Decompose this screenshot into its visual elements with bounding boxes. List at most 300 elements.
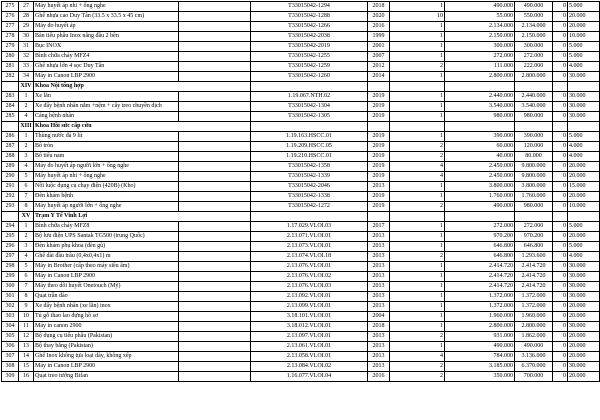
cell-fee: 20.000 [568,342,600,352]
cell-year: 2019 [368,102,390,112]
cell-unit-price: 2.800.000 [445,322,515,332]
cell-unit-price [445,82,515,92]
cell-fee: 5.000 [568,132,600,142]
cell-quantity: 1 [390,232,445,242]
cell-item-name: Bục INOX [34,42,179,52]
cell-item-number: 8 [19,202,34,212]
cell-row-number: 302 [2,302,19,312]
cell-item-number: 4 [19,112,34,122]
cell-remaining-value: 0 [553,362,568,372]
cell-asset-code: 3.18.101.VLOI.01 [251,312,368,322]
cell-remaining-value: 0 [553,342,568,352]
cell-item-name: Ghế dài đầu trâu (0,4x0,4x1) m [34,252,179,262]
cell-asset-code [251,82,368,92]
section-row [2,122,600,132]
table-row [2,132,600,142]
asset-table [1,1,600,382]
cell-item-name: Ghế Inox không tựa loại dày, không xếp [34,352,179,362]
cell-asset-code: T33015042-1266 [251,22,368,32]
cell-asset-code: 1.16.077.VLOI.04 [251,372,368,382]
cell-fee: 20.000 [568,372,600,382]
cell-unit-price: 1.960.000 [445,312,515,322]
cell-remaining-value: 0 [553,262,568,272]
cell-fee: 30.000 [568,112,600,122]
cell-year: 2013 [368,252,390,262]
cell-quantity: 1 [390,32,445,42]
cell-quantity: 1 [390,132,445,142]
cell-remaining-value: 0 [553,42,568,52]
cell-fee: 20.000 [568,302,600,312]
cell-total-value: 120.000 [515,142,553,152]
cell-asset-code: 2.13.097.VLOI.01 [251,332,368,342]
cell-unit-price: 490.000 [445,342,515,352]
cell-asset-code: T33015042-1272 [251,202,368,212]
table-row [2,52,600,62]
cell-quantity: 2 [390,152,445,162]
cell-fee: 4.000 [568,142,600,152]
cell-unit-price: 272.000 [445,52,515,62]
cell-total-value: 980.000 [515,202,553,212]
cell-year: 2013 [368,282,390,292]
cell-row-number: 279 [2,42,19,52]
cell-item-number: 8 [19,292,34,302]
cell-quantity: 1 [390,282,445,292]
cell-fee: 20.000 [568,162,600,172]
cell-asset-code: T33015042-1339 [251,172,368,182]
cell-total-value: 1.372.000 [515,292,553,302]
table-row [2,352,600,362]
cell-fee: 30.000 [568,362,600,372]
cell-item-name: Thùng nước đá 9 lít [34,132,179,142]
cell-remaining-value: 0 [553,322,568,332]
cell-unit-price [445,122,515,132]
cell-fee: 4.000 [568,252,600,262]
cell-year: 2013 [368,262,390,272]
cell-item-name: Đèn khám phụ khoa (đèn gù) [34,242,179,252]
cell-item-spec [179,22,251,32]
cell-row-number: 293 [2,202,19,212]
cell-item-spec [179,322,251,332]
cell-quantity [390,122,445,132]
cell-total-value: 300.000 [515,42,553,52]
table-row [2,92,600,102]
cell-total-value [515,82,553,92]
cell-fee: 30.000 [568,262,600,272]
cell-quantity: 1 [390,112,445,122]
table-row [2,62,600,72]
cell-item-number: 27 [19,2,34,12]
cell-year: 2019 [368,112,390,122]
cell-row-number: 305 [2,332,19,342]
cell-asset-code: 2.13.092.VLOI.01 [251,292,368,302]
cell-row-number: 287 [2,142,19,152]
cell-total-value: 970.200 [515,232,553,242]
cell-asset-code [251,122,368,132]
cell-row-number: 289 [2,162,19,172]
cell-item-number: XIII [19,122,34,132]
cell-fee: 20.000 [568,232,600,242]
cell-quantity: 1 [390,262,445,272]
table-row [2,112,600,122]
table-row [2,272,600,282]
cell-remaining-value: 0 [553,62,568,72]
cell-unit-price: 390.000 [445,132,515,142]
cell-remaining-value: 0 [553,292,568,302]
cell-total-value: 490.000 [515,2,553,12]
cell-year: 2019 [368,132,390,142]
cell-total-value [515,122,553,132]
cell-item-number: 6 [19,182,34,192]
cell-unit-price: 490.000 [445,202,515,212]
cell-year [368,122,390,132]
table-row [2,182,600,192]
cell-row-number: 307 [2,352,19,362]
cell-remaining-value: 0 [553,352,568,362]
cell-fee: 20.000 [568,192,600,202]
cell-year: 2013 [368,352,390,362]
cell-year: 2007 [368,52,390,62]
cell-fee: 30.000 [568,292,600,302]
cell-total-value: 9.800.000 [515,172,553,182]
table-row [2,342,600,352]
cell-fee: 30.000 [568,102,600,112]
cell-row-number: 300 [2,282,19,292]
cell-quantity: 10 [390,12,445,22]
cell-item-name: Máy in Canon LBP 2900 [34,72,179,82]
cell-item-number: XIV [19,82,34,92]
cell-item-number: 31 [19,42,34,52]
cell-item-number: 14 [19,352,34,362]
cell-fee: 30.000 [568,272,600,282]
cell-fee: 5.000 [568,42,600,52]
cell-total-value: 2.414.720 [515,282,553,292]
cell-row-number: 296 [2,242,19,252]
cell-quantity: 2 [390,252,445,262]
cell-quantity: 4 [390,352,445,362]
cell-total-value: 9.800.000 [515,162,553,172]
table-row [2,172,600,182]
cell-item-name: Khoa Nội tổng hợp [34,82,251,92]
cell-year: 2012 [368,62,390,72]
cell-asset-code: T33015042-2046 [251,182,368,192]
cell-item-number: 30 [19,32,34,42]
cell-remaining-value [553,122,568,132]
cell-row-number: 301 [2,292,19,302]
cell-fee: 4.000 [568,62,600,72]
cell-year: 2013 [368,342,390,352]
cell-total-value: 272.000 [515,222,553,232]
cell-item-number: 3 [19,152,34,162]
cell-row-number: 298 [2,262,19,272]
cell-fee: 20.000 [568,312,600,322]
cell-item-name: Máy đo huyết áp [34,22,179,32]
cell-item-name: Bình chữa cháy MFZ8 [34,222,179,232]
cell-item-spec [179,292,251,302]
cell-asset-code: 2.13.073.VLOI.01 [251,242,368,252]
cell-quantity: 1 [390,72,445,82]
cell-remaining-value: 0 [553,32,568,42]
cell-unit-price [445,212,515,222]
cell-row-number: 284 [2,102,19,112]
cell-remaining-value: 0 [553,242,568,252]
cell-unit-price: 2.414.720 [445,262,515,272]
cell-quantity: 1 [390,102,445,112]
cell-quantity: 1 [390,292,445,302]
cell-item-name: Máy in Brother (cấp theo máy siêu âm) [34,262,179,272]
cell-total-value [515,212,553,222]
cell-quantity: 1 [390,312,445,322]
cell-quantity: 2 [390,142,445,152]
cell-item-spec [179,142,251,152]
cell-remaining-value: 0 [553,332,568,342]
cell-year: 2013 [368,292,390,302]
cell-item-number: 34 [19,72,34,82]
cell-item-name: Xe đẩy bệnh nhân nằm +nệm + cây treo chuyền dịch [34,102,179,112]
cell-fee: 4.000 [568,152,600,162]
cell-item-spec [179,202,251,212]
cell-remaining-value: 0 [553,282,568,292]
cell-quantity: 1 [390,52,445,62]
cell-item-name: Bàn tiểu phẫu Inox nâng đầu 2 bên [34,32,179,42]
cell-item-spec [179,332,251,342]
cell-year: 2019 [368,152,390,162]
cell-total-value: 222.000 [515,62,553,72]
cell-total-value: 2.414.720 [515,262,553,272]
cell-item-name: Máy in Canon LBP 2900 [34,272,179,282]
cell-item-number: 2 [19,232,34,242]
cell-year: 2013 [368,242,390,252]
cell-quantity: 1 [390,2,445,12]
cell-total-value: 2.150.000 [515,32,553,42]
cell-item-name: Bộ thay băng (Pakistan) [34,342,179,352]
cell-unit-price: 2.450.000 [445,172,515,182]
cell-item-spec [179,372,251,382]
cell-item-name: Quạt trần đảo [34,292,179,302]
table-row [2,102,600,112]
cell-item-name: Quạt treo tường Bifan [34,372,179,382]
cell-quantity: 2 [390,362,445,372]
cell-unit-price: 490.000 [445,2,515,12]
cell-year: 2013 [368,302,390,312]
cell-remaining-value: 0 [553,172,568,182]
cell-asset-code: T33015042-1358 [251,162,368,172]
cell-asset-code: T33015042-1294 [251,2,368,12]
cell-remaining-value: 0 [553,12,568,22]
cell-quantity [390,82,445,92]
cell-fee: 20.000 [568,172,600,182]
cell-total-value: 700.000 [515,372,553,382]
cell-asset-code: 2.13.071.VLOI.01 [251,232,368,242]
cell-item-name: Bộ dụng cụ tiểu phẫu (Pakistan) [34,332,179,342]
cell-asset-code: T33015042-1260 [251,72,368,82]
cell-row-number: 290 [2,172,19,182]
cell-year: 2017 [368,222,390,232]
cell-item-spec [179,12,251,22]
cell-row-number: 275 [2,2,19,12]
cell-item-number: 16 [19,372,34,382]
cell-remaining-value: 0 [553,92,568,102]
cell-year: 2016 [368,22,390,32]
cell-item-name: Xe lăn [34,92,179,102]
cell-unit-price: 40.000 [445,152,515,162]
cell-total-value: 2.800.000 [515,72,553,82]
cell-item-spec [179,362,251,372]
cell-year: 2013 [368,232,390,242]
cell-total-value: 390.000 [515,132,553,142]
cell-item-name: Máy huyết áp người lớn + ống nghe [34,202,179,212]
cell-total-value: 2.134.000 [515,22,553,32]
cell-total-value: 80.000 [515,152,553,162]
cell-asset-code: T33015042-1338 [251,192,368,202]
cell-item-name: Trạm Y Tế Vĩnh Lợi [34,212,251,222]
cell-remaining-value: 0 [553,142,568,152]
cell-asset-code: 3.18.012.VLOI.01 [251,322,368,332]
cell-fee: 5.000 [568,2,600,12]
cell-year: 2019 [368,192,390,202]
cell-item-spec [179,282,251,292]
cell-remaining-value: 0 [553,162,568,172]
section-row [2,82,600,92]
cell-unit-price: 2.450.000 [445,162,515,172]
cell-asset-code: 2.13.076.VLOI.01 [251,262,368,272]
cell-remaining-value: 0 [553,312,568,322]
cell-item-name: Cáng bệnh nhân [34,112,179,122]
table-row [2,192,600,202]
cell-total-value: 3.136.000 [515,352,553,362]
cell-remaining-value: 0 [553,302,568,312]
cell-year [368,82,390,92]
cell-row-number: 276 [2,12,19,22]
cell-item-number: 1 [19,222,34,232]
cell-fee: 20.000 [568,332,600,342]
cell-row-number: 292 [2,192,19,202]
cell-remaining-value: 0 [553,372,568,382]
table-row [2,292,600,302]
cell-item-name: Tủ gỗ thao lao đựng hồ sơ [34,312,179,322]
cell-total-value: 272.000 [515,52,553,62]
cell-total-value: 6.370.000 [515,362,553,372]
table-row [2,302,600,312]
cell-asset-code: T33015042-1255 [251,52,368,62]
cell-item-number: 2 [19,102,34,112]
cell-unit-price: 646.800 [445,252,515,262]
cell-fee: 20.000 [568,12,600,22]
cell-asset-code: T33015042-1305 [251,112,368,122]
cell-total-value: 490.000 [515,342,553,352]
cell-asset-code: 1.19.067.NTH.02 [251,92,368,102]
table-row [2,332,600,342]
table-row [2,142,600,152]
cell-row-number: 304 [2,322,19,332]
cell-item-number: 33 [19,62,34,72]
table-row [2,32,600,42]
table-row [2,232,600,242]
cell-remaining-value: 0 [553,272,568,282]
cell-item-number: 1 [19,132,34,142]
cell-item-name: Ghế nhựa lớn 4 sọc Duy Tân [34,62,179,72]
cell-item-number: 28 [19,12,34,22]
cell-item-number: 32 [19,52,34,62]
cell-item-number: XV [19,212,34,222]
cell-quantity [390,212,445,222]
cell-fee: 30.000 [568,72,600,82]
cell-row-number: 294 [2,222,19,232]
cell-fee [568,82,600,92]
cell-fee [568,122,600,132]
cell-row-number: 288 [2,152,19,162]
cell-remaining-value: 0 [553,22,568,32]
cell-quantity: 4 [390,162,445,172]
cell-year: 2019 [368,92,390,102]
cell-quantity: 1 [390,182,445,192]
table-row [2,322,600,332]
cell-year: 2019 [368,142,390,152]
cell-item-number: 2 [19,142,34,152]
cell-year: 2019 [368,202,390,212]
cell-item-number: 1 [19,92,34,102]
cell-item-spec [179,252,251,262]
cell-quantity: 2 [390,372,445,382]
cell-unit-price: 55.000 [445,12,515,22]
cell-asset-code: 2.13.076.VLOI.03 [251,282,368,292]
cell-year: 2019 [368,172,390,182]
cell-unit-price: 1.760.000 [445,192,515,202]
cell-year: 2013 [368,332,390,342]
cell-quantity: 1 [390,272,445,282]
cell-year: 1999 [368,32,390,42]
cell-fee: 20.000 [568,352,600,362]
cell-remaining-value: 0 [553,252,568,262]
cell-row-number: 277 [2,22,19,32]
cell-unit-price: 3.540.000 [445,102,515,112]
cell-quantity: 1 [390,192,445,202]
table-row [2,252,600,262]
cell-asset-code: 2.13.061.VLOI.01 [251,342,368,352]
cell-fee: 30.000 [568,92,600,102]
cell-item-spec [179,342,251,352]
table-row [2,262,600,272]
cell-item-spec [179,52,251,62]
cell-remaining-value: 0 [553,182,568,192]
cell-year: 2016 [368,372,390,382]
cell-item-number: 9 [19,302,34,312]
cell-fee: 5.000 [568,242,600,252]
cell-row-number [2,212,19,222]
table-row [2,2,600,12]
cell-row-number: 309 [2,372,19,382]
cell-item-number: 4 [19,162,34,172]
cell-row-number: 306 [2,342,19,352]
cell-item-number: 5 [19,262,34,272]
cell-row-number: 281 [2,62,19,72]
cell-total-value: 550.000 [515,12,553,22]
cell-year: 2018 [368,322,390,332]
cell-item-spec [179,222,251,232]
cell-total-value: 3.540.000 [515,102,553,112]
cell-asset-code: 1.19.210.HSCC.01 [251,152,368,162]
cell-item-name: Ghế nhựa cao Duy Tân (33.5 x 33.5 x 45 cm) [34,12,179,22]
cell-total-value: 2.800.000 [515,322,553,332]
cell-row-number [2,122,19,132]
table-row [2,202,600,212]
cell-item-number: 6 [19,272,34,282]
table-row [2,312,600,322]
cell-asset-code [251,212,368,222]
table-row [2,152,600,162]
cell-item-name: Máy huyết áp nhi + ống nghe [34,2,179,12]
cell-remaining-value: 0 [553,202,568,212]
cell-item-spec [179,42,251,52]
